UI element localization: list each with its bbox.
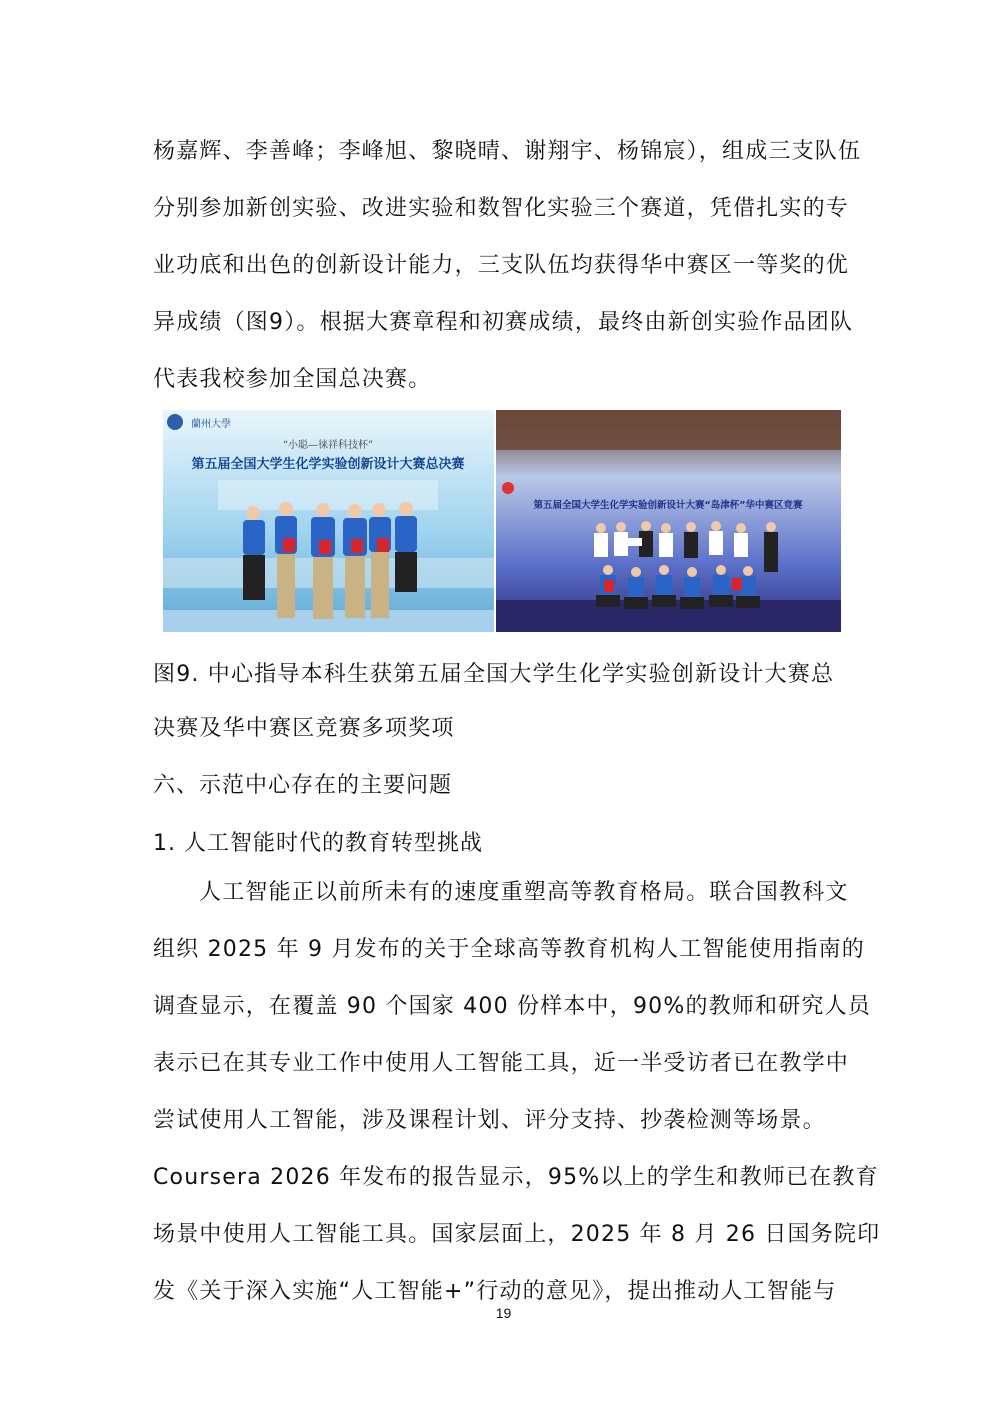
figure-caption bbox=[153, 648, 853, 756]
subsection-heading: 1. 人工智能时代的教育转型挑战 bbox=[153, 831, 483, 856]
text-line: 异成绩（图9）。根据大赛章程和初赛成绩，最终由新创实验作品团队 bbox=[153, 310, 854, 335]
figure-9 bbox=[163, 410, 841, 632]
caption-line: 决赛及华中赛区竞赛多项奖项 bbox=[153, 716, 455, 741]
text-line: 场景中使用人工智能工具。国家层面上，2025 年 8 月 26 日国务院印 bbox=[153, 1222, 881, 1247]
text-line: 杨嘉辉、李善峰；李峰旭、黎晓晴、谢翔宇、杨锦宸），组成三支队伍 bbox=[153, 139, 862, 164]
badge-icon bbox=[167, 414, 183, 430]
text-line: Coursera 2026 年发布的报告显示，95%以上的学生和教师已在教育 bbox=[153, 1165, 879, 1190]
paragraph-ai-challenge bbox=[153, 864, 881, 1320]
banner-title: 第五届全国大学生化学实验创新设计大赛总决赛 bbox=[191, 457, 465, 472]
text-line: 尝试使用人工智能，涉及课程计划、评分支持、抄袭检测等场景。 bbox=[153, 1108, 826, 1133]
text-line: 组织 2025 年 9 月发布的关于全球高等教育机构人工智能使用指南的 bbox=[153, 937, 865, 962]
page-number: 19 bbox=[495, 1305, 512, 1321]
text-line: 调查显示，在覆盖 90 个国家 400 份样本中，90%的教师和研究人员 bbox=[153, 994, 872, 1019]
text-line: 表示已在其专业工作中使用人工智能工具，近一半受访者已在教学中 bbox=[153, 1051, 850, 1076]
caption-line: 图9. 中心指导本科生获第五届全国大学生化学实验创新设计大赛总 bbox=[153, 662, 835, 687]
text-line: 分别参加新创实验、改进实验和数智化实验三个赛道，凭借扎实的专 bbox=[153, 196, 850, 221]
slogan: “小聪—徕祥科技杯” bbox=[282, 440, 374, 451]
text-line: 代表我校参加全国总决赛。 bbox=[153, 367, 432, 392]
text-line: 业功底和出色的创新设计能力，三支队伍均获得华中赛区一等奖的优 bbox=[153, 253, 850, 278]
section-heading: 六、示范中心存在的主要问题 bbox=[153, 773, 453, 798]
text-line: 人工智能正以前所未有的速度重塑高等教育格局。联合国教科文 bbox=[199, 880, 849, 905]
photo-national-final bbox=[163, 410, 494, 632]
text-line: 发《关于深入实施“人工智能+”行动的意见》，提出推动人工智能与 bbox=[153, 1279, 837, 1304]
banner-title: 第五届全国大学生化学实验创新设计大赛“岛津杯”华中赛区竞赛 bbox=[533, 500, 803, 511]
badge-icon bbox=[502, 482, 514, 494]
photo-central-china-regional bbox=[496, 410, 841, 632]
paragraph-team-awards bbox=[153, 123, 862, 408]
logo-text: 蘭州大學 bbox=[191, 419, 231, 430]
